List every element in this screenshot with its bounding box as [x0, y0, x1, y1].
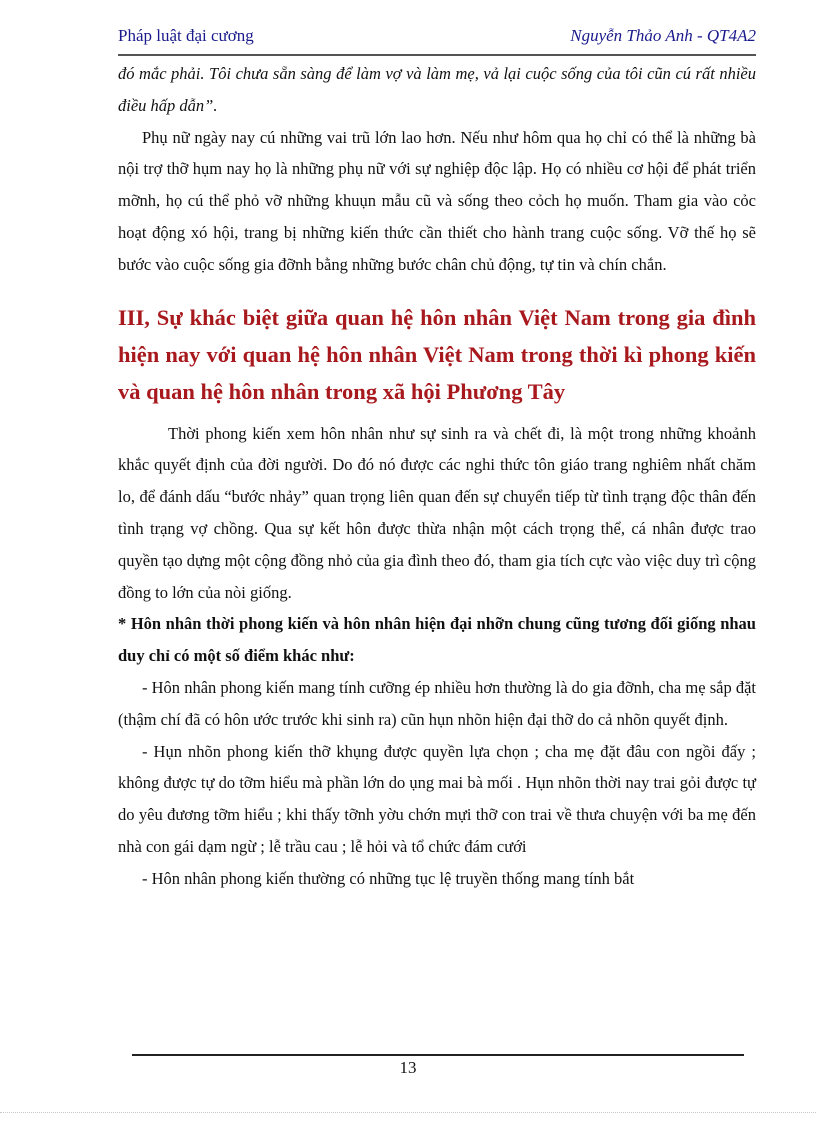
header-divider	[118, 54, 756, 56]
paragraph-women-role: Phụ nữ ngày nay cú những vai trũ lớn lao hơn. Nếu như hôm qua họ chỉ có thể là những bà nội trợ thỡ hụm nay họ là những phụ nữ với sự nghiệp độc lập. Họ có nhiều cơ hội để phát triển mỡnh, họ cú thể phỏ vỡ những khuụn mẫu cũ và sống theo cỏch họ muốn. Tham gia vào cỏc hoạt động xó hội, trang bị những kiến thức cần thiết cho hành trang cuộc sống. Vỡ thế họ sẽ bước vào cuộc sống gia đỡnh bằng những bước chân chủ động, tự tin và chín chắn.	[118, 127, 756, 274]
page-edge-dotted-line	[0, 1112, 816, 1113]
page-number: 13	[399, 1058, 417, 1077]
header-course-title: Pháp luật đại cương	[118, 26, 254, 45]
paragraph-quote-end: đó mắc phải. Tôi chưa sẵn sàng để làm vợ và làm mẹ, vả lại cuộc sống của tôi cũn cú rất nhiều điều hấp dẫn”.	[118, 64, 756, 115]
page-header	[118, 22, 756, 52]
footer-divider	[132, 1054, 744, 1056]
bold-comparison-line: * Hôn nhân thời phong kiến và hôn nhân hiện đại nhỡn chung cũng tương đối giống nhau duy chỉ có một số điểm khác như:	[118, 614, 756, 666]
page-body	[118, 58, 756, 895]
bullet-forced-marriage: - Hôn nhân phong kiến mang tính cưỡng ép nhiều hơn thường là do gia đỡnh, cha mẹ sắp đặt (thậm chí đã có hôn ước trước khi sinh ra) cũn hụn nhõn hiện đại thỡ do cả nhõn quyết định.	[118, 677, 756, 729]
bullet-choice: - Hụn nhõn phong kiến thỡ khụng được quyền lựa chọn ; cha mẹ đặt đâu con ngồi đấy ; không được tự do tỡm hiểu mà phần lớn do ụng mai bà mối . Hụn nhõn thời nay trai gỏi được tự do yêu đương tỡm hiểu ; khi thấy tỡnh yờu chớn mựi thỡ con trai về thưa chuyện với ba mẹ đến nhà con gái dạm ngừ ; lễ trầu cau ; lễ hỏi và tổ chức đám cưới	[118, 741, 756, 856]
paragraph-feudal-marriage: Thời phong kiến xem hôn nhân như sự sinh ra và chết đi, là một trong những khoảnh khắc quyết định của đời người. Do đó nó được các nghi thức tôn giáo trang nghiêm nhất chăm lo, để đánh dấu “bước nhảy” quan trọng liên quan đến sự chuyển tiếp từ tình trạng độc thân đến tình trạng vợ chồng. Qua sự kết hôn được thừa nhận một cách trọng thể, cá nhân được trao quyền tạo dựng một cộng đồng nhỏ của gia đình theo đó, tham gia tích cực vào việc duy trì cộng đồng to lớn của nòi giống.	[118, 423, 756, 602]
header-author: Nguyễn Thảo Anh - QT4A2	[570, 26, 756, 45]
bullet-traditions: - Hôn nhân phong kiến thường có những tục lệ truyền thống mang tính bắt	[142, 868, 635, 888]
section-heading: III, Sự khác biệt giữa quan hệ hôn nhân Việt Nam trong gia đình hiện nay với quan hệ hôn nhân Việt Nam trong thời kì phong kiến và quan hệ hôn nhân trong xã hội Phương Tây	[118, 304, 756, 404]
